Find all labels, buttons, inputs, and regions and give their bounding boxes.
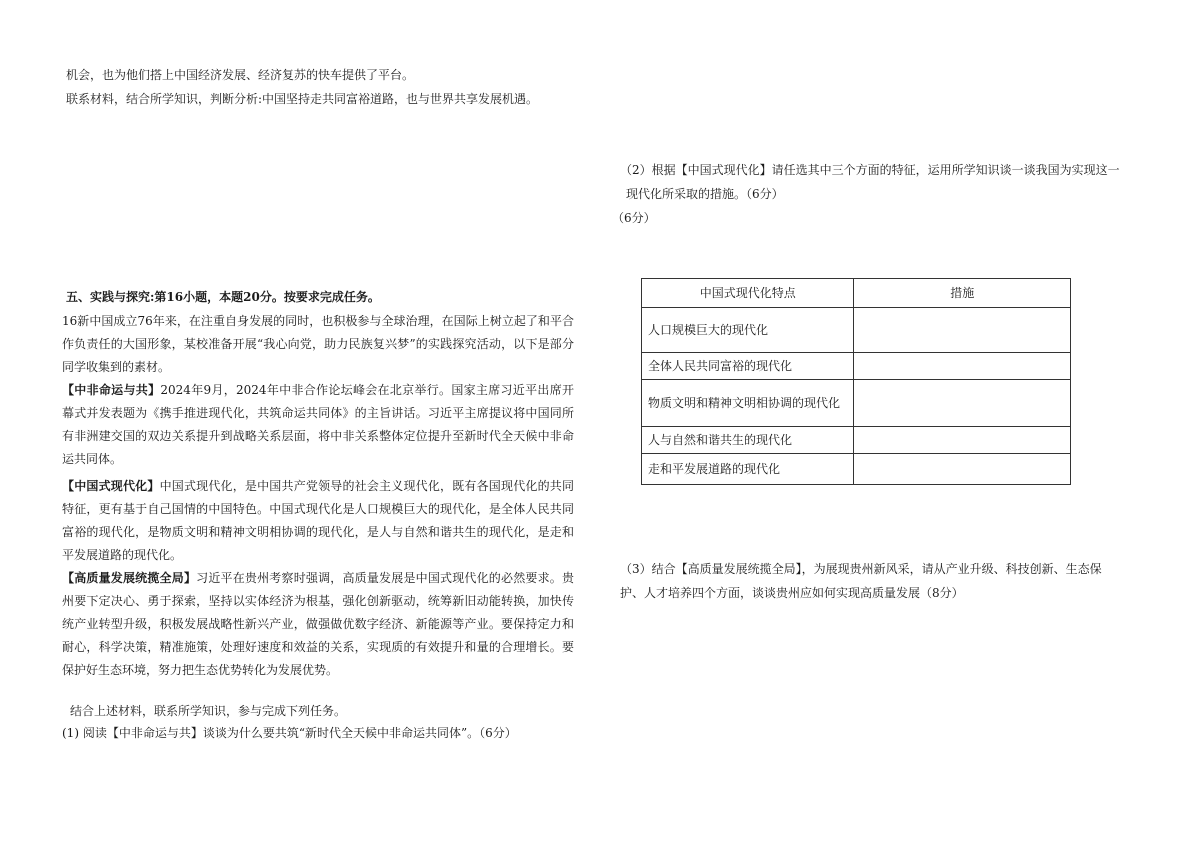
table-header-measure: 措施 [854,279,1071,308]
material-modernization [62,475,574,567]
question-3-line-1: （3）结合【高质量发展统揽全局】，为展现贵州新风采，请从产业升级、科技创新、生态保 [620,562,1102,576]
table-cell-measure[interactable] [854,427,1071,454]
top-text-line-2: 联系材料，结合所学知识，判断分析:中国坚持走共同富裕道路，也与世界共享发展机遇。 [66,92,539,106]
material-china-africa-text: 2024年9月，2024年中非合作论坛峰会在北京举行。国家主席习近平出席开幕式并发表题为《携手推进现代化，共筑命运共同体》的主旨讲话。习近平主席提议将中国同所有非洲建交国的双边关系提升到战略关系层面，将中非关系整体定位提升至新时代全天候中非命运共同体。 [62,383,574,466]
question-1: (1) 阅读【中非命运与共】谈谈为什么要共筑“新时代全天候中非命运共同体”。（6分） [62,726,517,740]
question-2-score: （6分） [612,211,656,225]
task-intro: 结合上述材料，联系所学知识，参与完成下列任务。 [70,704,347,718]
table-cell-measure[interactable] [854,454,1071,485]
table-cell-feature: 物质文明和精神文明相协调的现代化 [642,380,854,427]
material-modernization-text: 中国式现代化，是中国共产党领导的社会主义现代化，既有各国现代化的共同特征，更有基于自己国情的中国特色。中国式现代化是人口规模巨大的现代化，是全体人民共同富裕的现代化，是物质文明和精神文明相协调的现代化，是人与自然和谐共生的现代化，是走和平发展道路的现代化。 [62,479,574,562]
table-row [642,353,1071,380]
table-row [642,380,1071,427]
table-cell-measure[interactable] [854,380,1071,427]
material-china-africa-title: 【中非命运与共】 [62,383,161,397]
table-row [642,308,1071,353]
material-high-quality-text: 习近平在贵州考察时强调，高质量发展是中国式现代化的必然要求。贵州要下定决心、勇于探索，坚持以实体经济为根基，强化创新驱动，统筹新旧动能转换，加快传统产业转型升级，积极发展战略性新兴产业，做强做优数字经济、新能源等产业。要保持定力和耐心，科学决策，精准施策，处理好速度和效益的关系，实现质的有效提升和量的合理增长。要保护好生态环境，努力把生态优势转化为发展优势。 [62,571,574,677]
table-row [642,454,1071,485]
top-text-line-1: 机会，也为他们搭上中国经济发展、经济复苏的快车提供了平台。 [66,68,415,82]
material-high-quality [62,567,574,682]
intro-paragraph: 16新中国成立76年来，在注重自身发展的同时，也积极参与全球治理，在国际上树立起了和平合作负责任的大国形象，某校准备开展“我心向党，助力民族复兴梦”的实践探究活动，以下是部分同学收集到的素材。 [62,314,574,374]
section-heading: 五、实践与探究:第16小题，本题20分。按要求完成任务。 [66,290,380,304]
material-china-africa [62,379,574,471]
table-cell-feature: 人与自然和谐共生的现代化 [642,427,854,454]
table-row [642,427,1071,454]
question-2-line-1: （2）根据【中国式现代化】请任选其中三个方面的特征，运用所学知识谈一谈我国为实现这一 [620,163,1120,177]
table-cell-feature: 走和平发展道路的现代化 [642,454,854,485]
question-3-line-2: 护、人才培养四个方面，谈谈贵州应如何实现高质量发展（8分） [620,586,964,600]
table-header-feature: 中国式现代化特点 [642,279,854,308]
material-high-quality-title: 【高质量发展统揽全局】 [62,571,197,585]
table-header-row [642,279,1071,308]
modernization-table [641,278,1071,485]
question-2-line-2: 现代化所采取的措施。（6分） [626,187,784,201]
material-modernization-title: 【中国式现代化】 [62,479,160,493]
table-cell-measure[interactable] [854,353,1071,380]
material-block [62,310,574,682]
table-cell-feature: 全体人民共同富裕的现代化 [642,353,854,380]
table-cell-feature: 人口规模巨大的现代化 [642,308,854,353]
table-cell-measure[interactable] [854,308,1071,353]
